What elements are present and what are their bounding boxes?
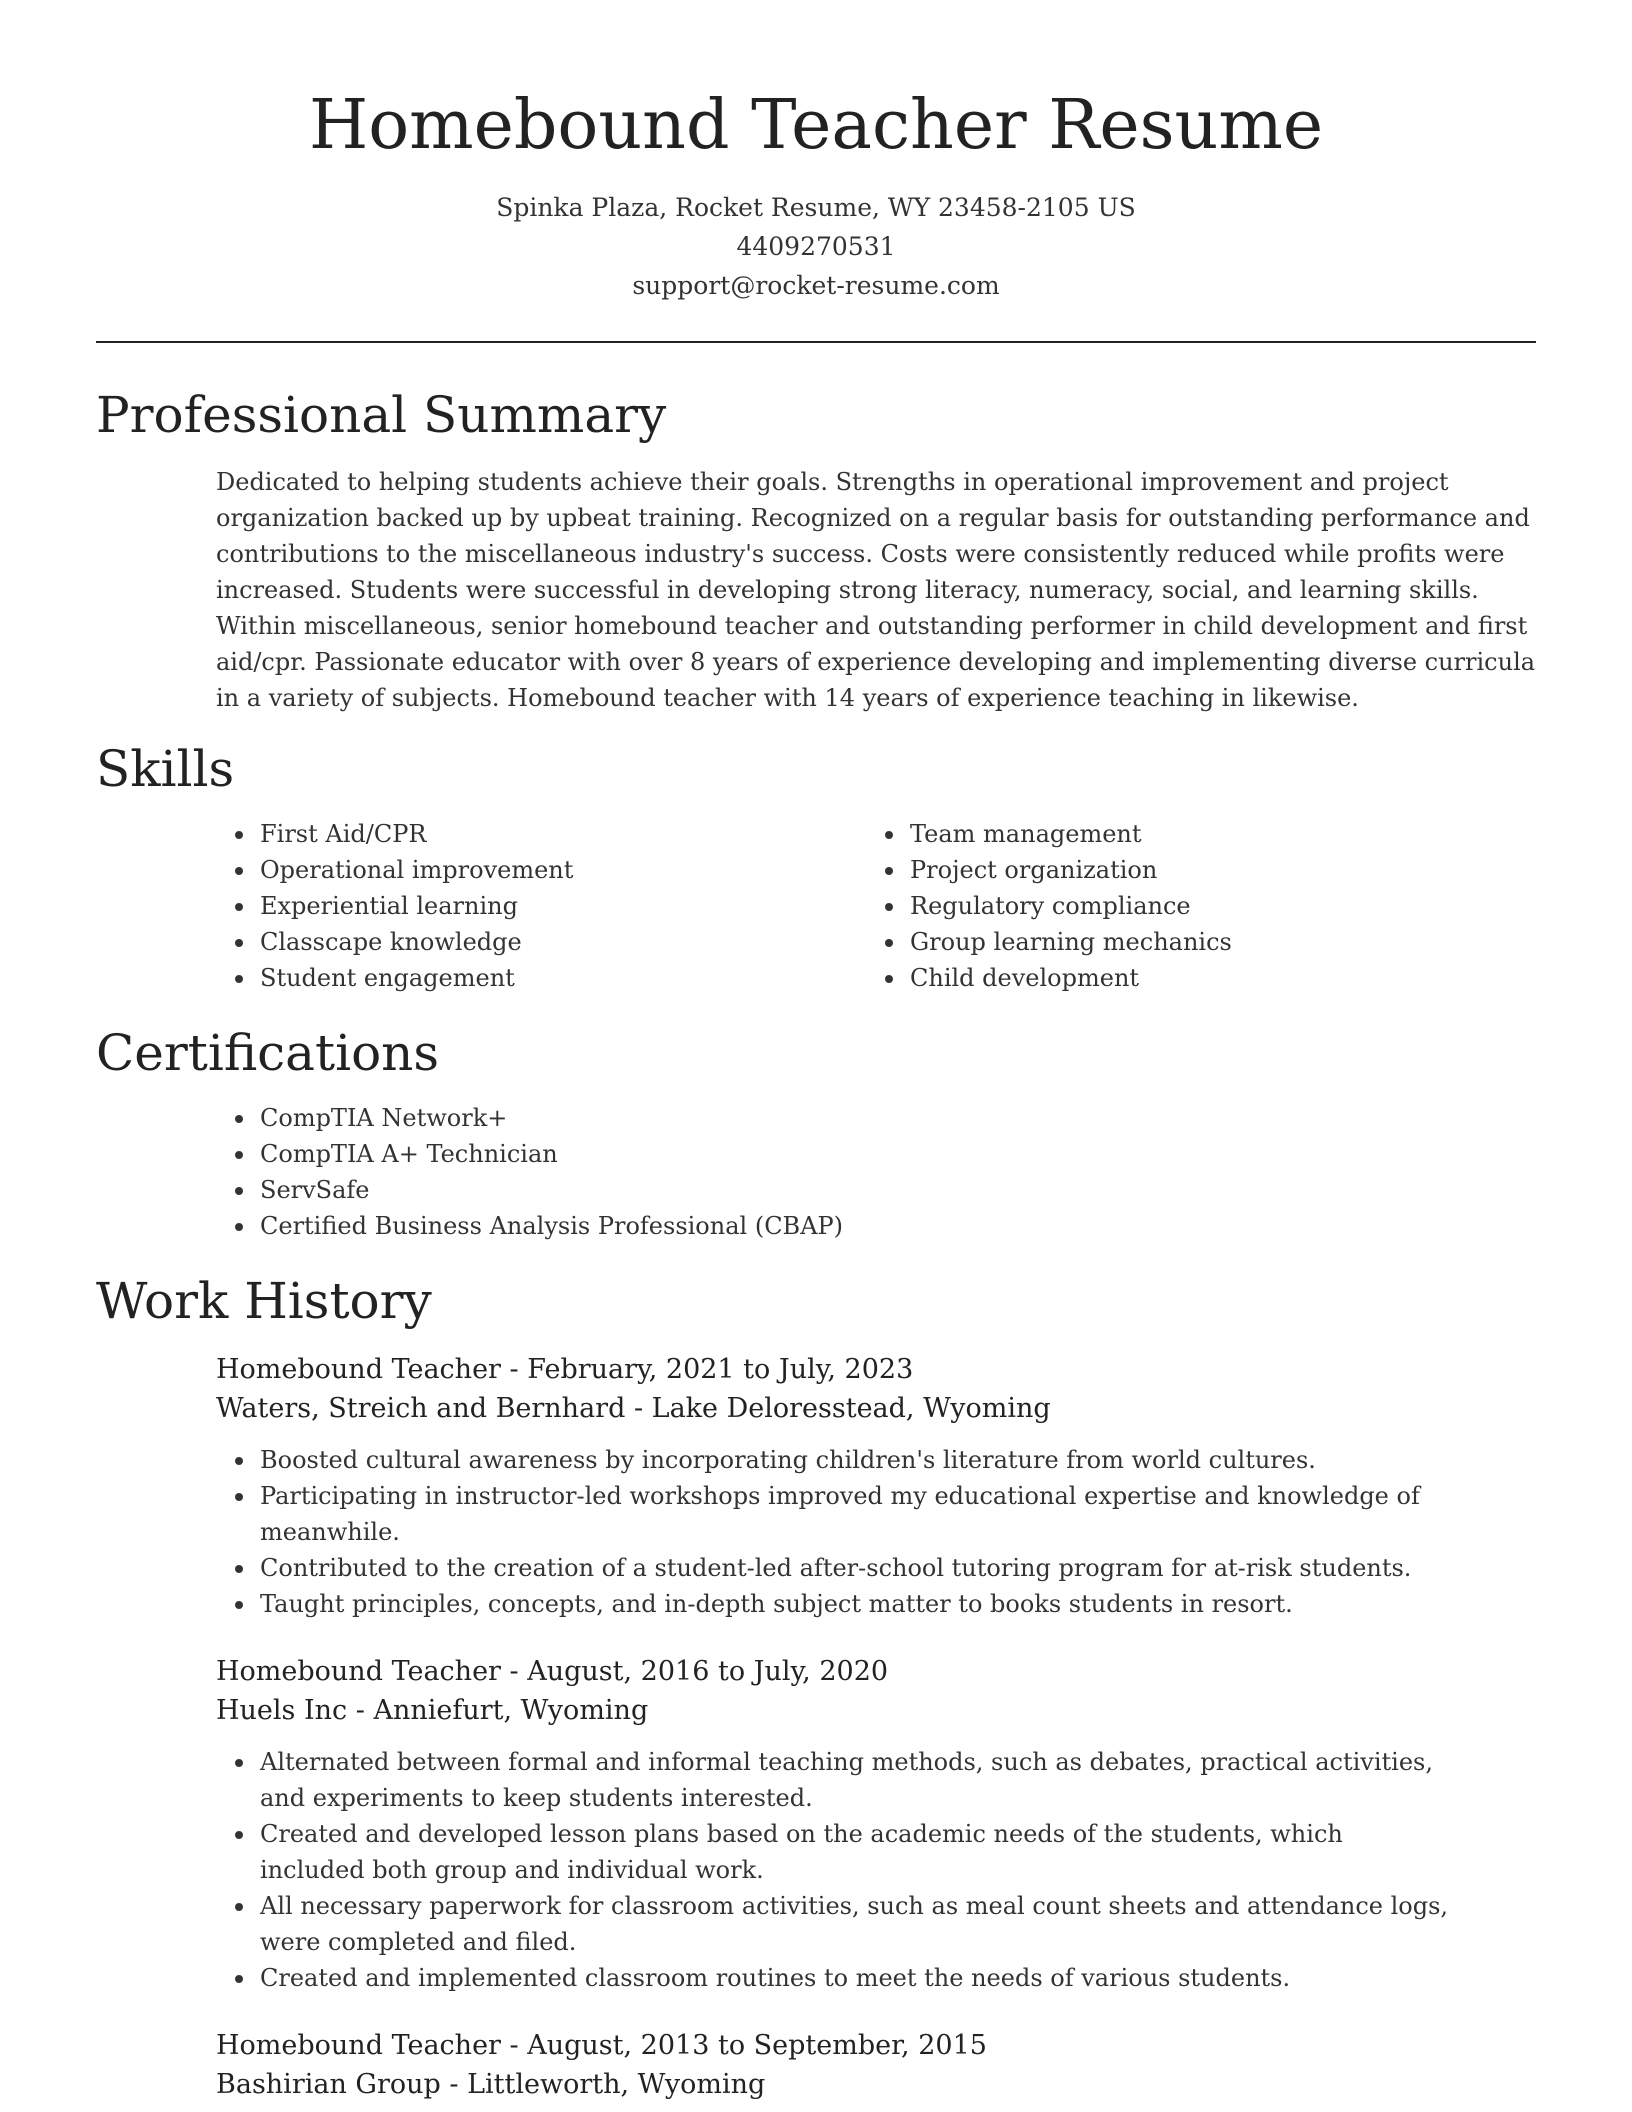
job-entry (216, 2026, 1536, 2104)
skill-item: First Aid/CPR (96, 816, 736, 852)
job-bullet: All necessary paperwork for classroom activities, such as meal count sheets and attendance logs, were completed and filed. (216, 1888, 1450, 1960)
contact-email: support@rocket-resume.com (632, 271, 1000, 300)
job-title-line: Homebound Teacher - August, 2016 to July, 2020 (216, 1656, 889, 1687)
work-history-heading: Work History (96, 1272, 432, 1330)
skill-item: Child development (746, 960, 1486, 996)
skill-item: Project organization (746, 852, 1486, 888)
skill-item: Regulatory compliance (746, 888, 1486, 924)
summary-heading: Professional Summary (96, 386, 667, 444)
job-company-line: Huels Inc - Anniefurt, Wyoming (216, 1695, 649, 1726)
job-bullets (216, 1442, 1536, 1622)
job-company-line: Waters, Streich and Bernhard - Lake Deloresstead, Wyoming (216, 1393, 1051, 1424)
job-bullet: Created and developed lesson plans based on the academic needs of the students, which included both group and individual work. (216, 1816, 1450, 1888)
job-title-line: Homebound Teacher - August, 2013 to September, 2015 (216, 2030, 987, 2061)
skills-heading: Skills (96, 740, 235, 798)
job-bullet: Taught principles, concepts, and in-depth subject matter to books students in resort. (216, 1586, 1450, 1622)
header-divider (96, 341, 1536, 343)
skills-list-left (96, 816, 736, 996)
certification-item: Certified Business Analysis Professional (CBAP) (96, 1208, 1536, 1244)
certifications-list (96, 1100, 1536, 1244)
job-entry (216, 1350, 1536, 1622)
job-bullet: Created and implemented classroom routines to meet the needs of various students. (216, 1960, 1450, 1996)
skill-item: Experiential learning (96, 888, 736, 924)
skill-item: Student engagement (96, 960, 736, 996)
certification-item: CompTIA Network+ (96, 1100, 1536, 1136)
skill-item: Team management (746, 816, 1486, 852)
job-bullets (216, 1744, 1536, 1996)
resume-name: Homebound Teacher Resume (308, 86, 1324, 165)
work-history-section (96, 1266, 1536, 2104)
job-entry (216, 1652, 1536, 1996)
skills-list-right (746, 816, 1486, 996)
job-title-line: Homebound Teacher - February, 2021 to July, 2023 (216, 1354, 914, 1385)
skill-item: Operational improvement (96, 852, 736, 888)
skill-item: Classcape knowledge (96, 924, 736, 960)
resume-header (0, 84, 1632, 305)
job-bullet: Contributed to the creation of a student-led after-school tutoring program for at-risk students. (216, 1550, 1450, 1586)
skills-columns (96, 816, 1536, 1006)
summary-section (96, 380, 1536, 716)
skill-item: Group learning mechanics (746, 924, 1486, 960)
certifications-section (96, 1018, 1536, 1244)
contact-address: Spinka Plaza, Rocket Resume, WY 23458-2105 US (496, 193, 1136, 222)
contact-block (0, 188, 1632, 305)
summary-text: Dedicated to helping students achieve their goals. Strengths in operational improvement and project organization backed up by upbeat training. Recognized on a regular basis for outstanding performance and contributions to the miscellaneous industry's success. Costs were consistently reduced while profits were increased. Students were successful in developing strong literacy, numeracy, social, and learning skills. Within miscellaneous, senior homebound teacher and outstanding performer in child development and first aid/cpr. Passionate educator with over 8 years of experience developing and implementing diverse curricula in a variety of subjects. Homebound teacher with 14 years of experience teaching in likewise. (216, 468, 1536, 712)
certification-item: CompTIA A+ Technician (96, 1136, 1536, 1172)
job-bullet: Alternated between formal and informal teaching methods, such as debates, practical activities, and experiments to keep students interested. (216, 1744, 1450, 1816)
resume-body (96, 380, 1536, 2104)
skills-section (96, 734, 1536, 1006)
certification-item: ServSafe (96, 1172, 1536, 1208)
job-bullet: Participating in instructor-led workshops improved my educational expertise and knowledge of meanwhile. (216, 1478, 1450, 1550)
contact-phone: 4409270531 (736, 232, 896, 261)
job-company-line: Bashirian Group - Littleworth, Wyoming (216, 2069, 766, 2100)
job-bullet: Boosted cultural awareness by incorporating children's literature from world cultures. (216, 1442, 1450, 1478)
certifications-heading: Certifications (96, 1024, 440, 1082)
